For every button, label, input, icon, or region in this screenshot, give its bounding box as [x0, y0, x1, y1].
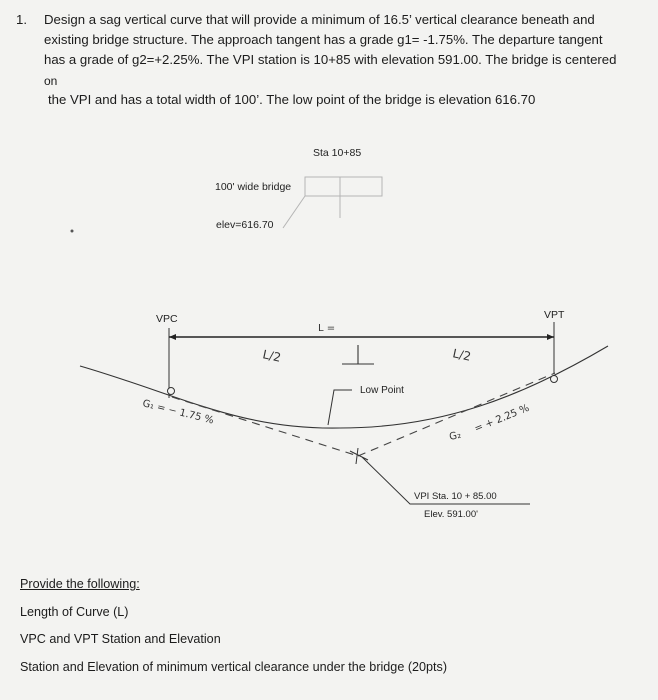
bridge-elev-label: elev=616.70 — [216, 219, 274, 231]
bridge-outline — [283, 177, 382, 228]
problem-line-3: has a grade of g2=+2.25%. The VPI station is 10+85 with elevation 591.00. The bridge is centered — [44, 52, 617, 67]
vpt-label: VPT — [544, 309, 565, 321]
problem-line-2: existing bridge structure. The approach tangent has a grade g1= -1.75%. The departure tangent — [44, 32, 603, 47]
vpi-cross-1 — [350, 451, 368, 460]
half-length-left: L/2 — [261, 347, 283, 365]
dimension-arrow-right — [547, 334, 554, 340]
vpi-sta-label: VPI Sta. 10 + 85.00 — [414, 491, 497, 502]
bridge-width-label: 100' wide bridge — [215, 181, 292, 193]
vpc-label: VPC — [156, 313, 178, 325]
requirement-item: Station and Elevation of minimum vertical clearance under the bridge (20pts) — [20, 659, 448, 674]
problem-line-1: Design a sag vertical curve that will provide a minimum of 16.5’ vertical clearance beneath and — [44, 12, 595, 27]
vpc-point — [168, 388, 175, 395]
g2-grade-label: = + 2.25 % — [473, 402, 531, 435]
stray-dot — [71, 230, 74, 233]
requirements — [20, 571, 447, 681]
g2-symbol-label: G₂ — [448, 429, 463, 443]
problem-number: 1. — [16, 12, 27, 27]
dimension-arrow-left — [169, 334, 176, 340]
vpi-elev-label: Elev. 591.00' — [424, 509, 478, 520]
vpt-point — [551, 376, 558, 383]
low-point-leader — [328, 390, 352, 425]
length-label: L = — [318, 323, 336, 334]
low-point-label: Low Point — [360, 385, 404, 396]
approach-tangent — [172, 397, 358, 456]
problem-line-5: the VPI and has a total width of 100’. The low point of the bridge is elevation 616.70 — [48, 92, 536, 107]
vpi-cross-2 — [356, 448, 358, 464]
problem-line-4: on — [44, 74, 58, 88]
requirement-item: VPC and VPT Station and Elevation — [20, 632, 221, 646]
half-length-right: L/2 — [451, 346, 473, 364]
requirement-item: Length of Curve (L) — [20, 604, 129, 619]
requirements-heading: Provide the following: — [20, 577, 140, 591]
g1-grade-label: G₁ = − 1.75 % — [141, 398, 215, 427]
ground-curve — [80, 346, 608, 428]
sta-label: Sta 10+85 — [313, 147, 362, 159]
